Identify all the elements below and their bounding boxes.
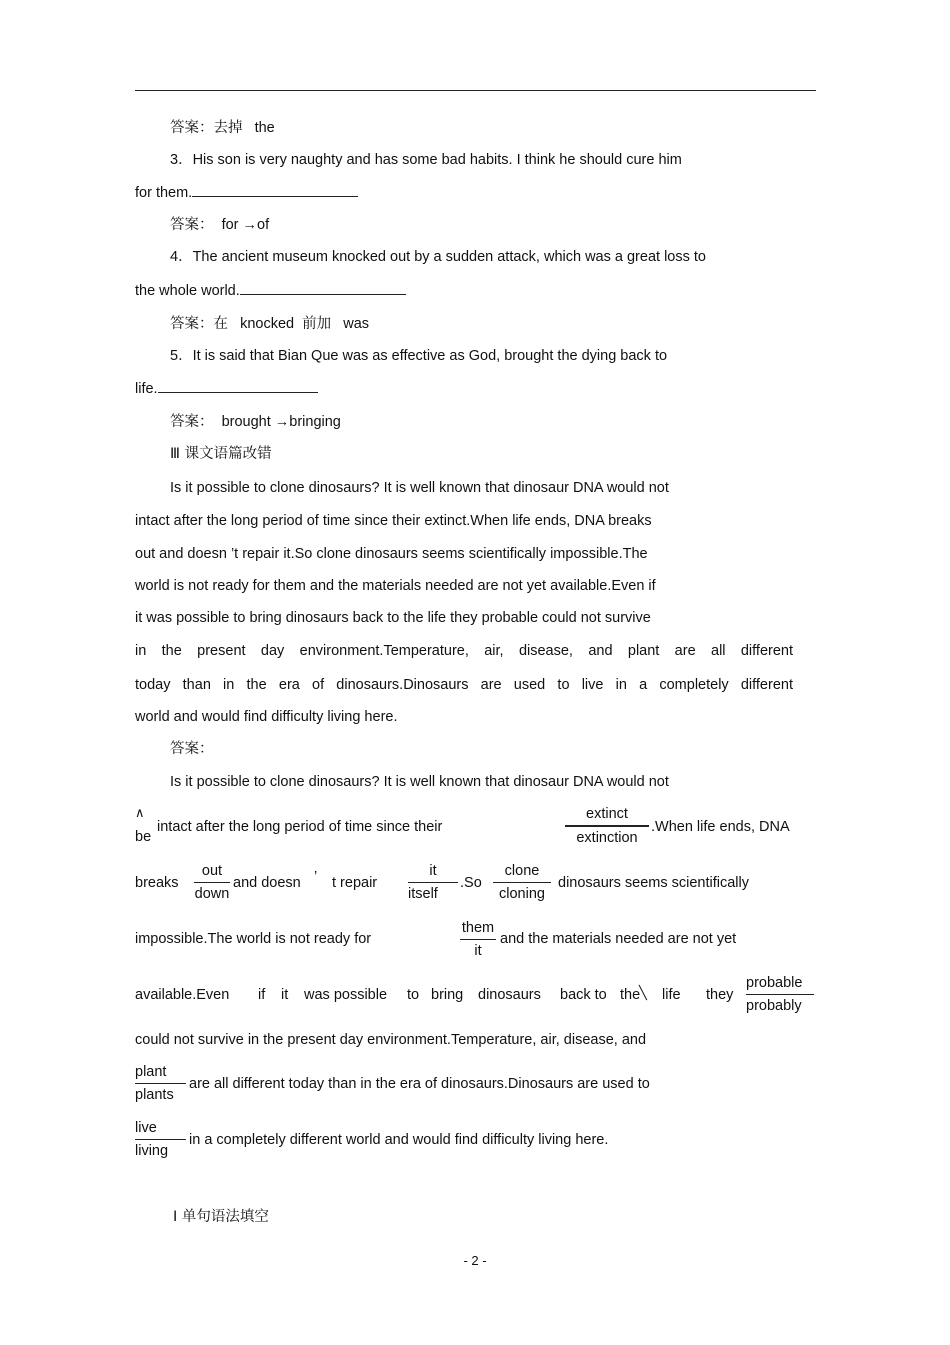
corrected-text: was possible bbox=[304, 987, 388, 1003]
corrected-text: back to bbox=[560, 987, 607, 1003]
corrected-text: dinosaurs bbox=[478, 987, 541, 1003]
answer-label: 答案： bbox=[170, 741, 214, 757]
corrected-text: to bbox=[407, 987, 420, 1003]
answer-3: 答案： for →of bbox=[170, 217, 270, 233]
insert-mark: ∧ bbox=[135, 805, 145, 820]
corrected-text: .When life ends, DNA bbox=[651, 819, 790, 835]
passage-line: world is not ready for them and the materials needed are not yet available.Even if bbox=[135, 578, 656, 594]
passage-line: out and doesn ’t repair it.So clone dinosaurs seems scientifically impossible.The bbox=[135, 546, 648, 562]
corrected-text: if bbox=[258, 987, 266, 1003]
answer-blank bbox=[240, 282, 406, 295]
corrected-text: in a completely different world and would find difficulty living here. bbox=[189, 1132, 609, 1148]
passage-line: intact after the long period of time since their extinct.When life ends, DNA breaks bbox=[135, 513, 652, 529]
correction-fraction: clone cloning bbox=[493, 862, 551, 903]
answer-5: 答案： brought →bringing bbox=[170, 414, 341, 430]
correction-fraction: out down bbox=[194, 863, 230, 902]
corrected-text: impossible.The world is not ready for bbox=[135, 931, 372, 947]
question-3-line2: for them. bbox=[135, 184, 358, 202]
corrected-text: the bbox=[620, 987, 641, 1003]
section-1-title: Ⅰ 单句语法填空 bbox=[173, 1209, 269, 1225]
corrected-text: are all different today than in the era of dinosaurs.Dinosaurs are used to bbox=[189, 1076, 650, 1092]
corrected-text: it bbox=[281, 987, 289, 1003]
corrected-text: intact after the long period of time since their bbox=[157, 819, 443, 835]
answer-2: 答案：去掉 the bbox=[170, 120, 275, 136]
answer-4: 答案：在 knocked 前加 was bbox=[170, 316, 370, 332]
corrected-text: dinosaurs seems scientifically bbox=[558, 875, 749, 891]
correction-fraction: it itself bbox=[408, 862, 458, 903]
corrected-text: available.Even bbox=[135, 987, 230, 1003]
corrected-text: bring bbox=[431, 987, 464, 1003]
insert-word: be bbox=[135, 829, 152, 845]
section-3-title: Ⅲ 课文语篇改错 bbox=[170, 446, 272, 462]
corrected-text: ’ bbox=[314, 869, 318, 885]
delete-mark: ╲ bbox=[639, 985, 647, 1000]
correction-fraction: live living bbox=[135, 1119, 186, 1160]
correction-fraction: plant plants bbox=[135, 1063, 186, 1104]
corrected-text: and doesn bbox=[233, 875, 301, 891]
corrected-text: they bbox=[706, 987, 734, 1003]
correction-fraction: probable probably bbox=[746, 974, 814, 1015]
corrected-line: could not survive in the present day environment.Temperature, air, disease, and bbox=[135, 1032, 647, 1048]
passage-line: world and would find difficulty living here. bbox=[135, 709, 398, 725]
corrected-line: Is it possible to clone dinosaurs? It is well known that dinosaur DNA would not bbox=[170, 774, 669, 790]
question-4-line2: the whole world. bbox=[135, 282, 406, 300]
passage-line: it was possible to bring dinosaurs back to the life they probable could not survive bbox=[135, 610, 651, 626]
question-5-line1: 5．It is said that Bian Que was as effective as God, brought the dying back to bbox=[170, 348, 668, 364]
answer-blank bbox=[192, 184, 358, 197]
corrected-text: breaks bbox=[135, 875, 179, 891]
header-rule bbox=[135, 90, 816, 91]
passage-line: Is it possible to clone dinosaurs? It is well known that dinosaur DNA would not bbox=[170, 480, 669, 496]
question-3-line1: 3．His son is very naughty and has some bad habits. I think he should cure him bbox=[170, 152, 682, 168]
question-4-line1: 4．The ancient museum knocked out by a sudden attack, which was a great loss to bbox=[170, 249, 706, 265]
question-5-line2: life. bbox=[135, 380, 318, 398]
corrected-text: and the materials needed are not yet bbox=[500, 931, 737, 947]
page-number: - 2 - bbox=[463, 1253, 487, 1268]
corrected-text: t repair bbox=[332, 875, 378, 891]
corrected-text: life bbox=[662, 987, 681, 1003]
corrected-text: .So bbox=[460, 875, 482, 891]
passage-line: today than in the era of dinosaurs.Dinosaurs are used to live in a completely different bbox=[135, 677, 793, 693]
passage-line: in the present day environment.Temperature, air, disease, and plant are all different bbox=[135, 643, 793, 659]
correction-fraction: extinct extinction bbox=[565, 805, 649, 847]
answer-blank bbox=[158, 380, 318, 393]
correction-fraction: them it bbox=[461, 920, 495, 959]
